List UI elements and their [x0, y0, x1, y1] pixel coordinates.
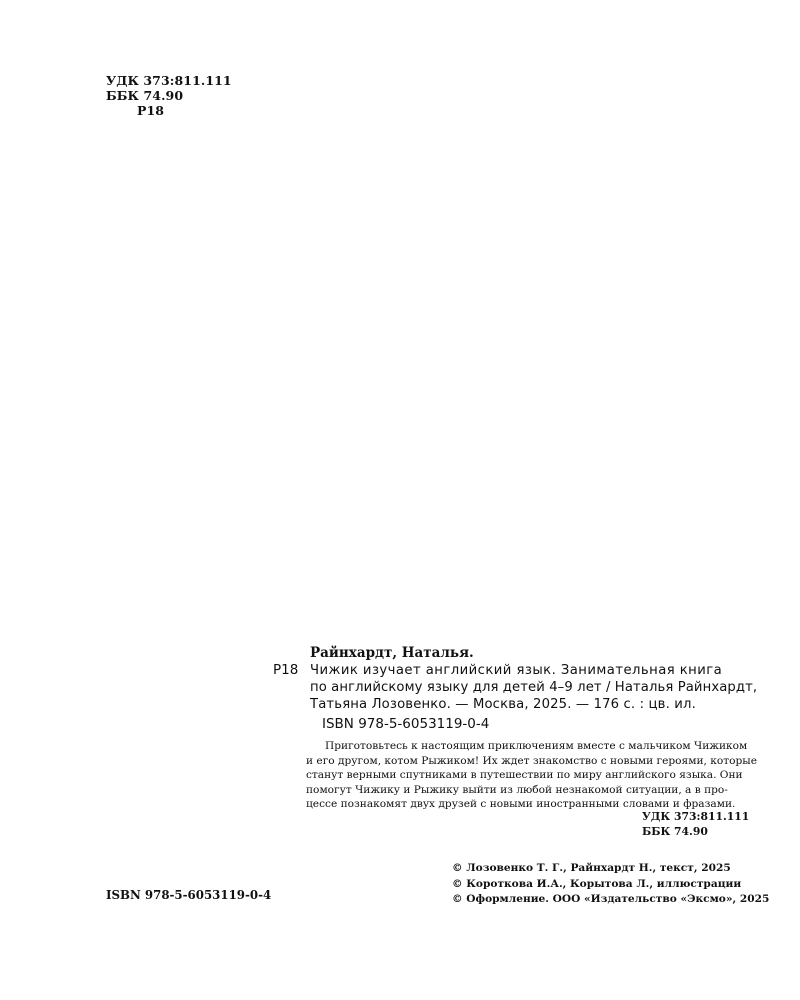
author-sign: Р18	[273, 662, 299, 678]
entry-isbn: ISBN 978-5-6053119-0-4	[322, 716, 490, 732]
copyright-text: © Лозовенко Т. Г., Райнхардт Н., текст, 2025	[452, 862, 731, 874]
copyright-design: © Оформление. ООО «Издательство «Эксмо», 2025	[452, 893, 770, 905]
annotation-paragraph	[306, 739, 757, 812]
annotation-line: помогут Чижику и Рыжику выйти из любой незнакомой ситуации, а в про-	[306, 783, 728, 796]
annotation-line: цессе познакомят двух друзей с новыми иностранными словами и фразами.	[306, 798, 736, 810]
bottom-isbn: ISBN 978-5-6053119-0-4	[106, 888, 272, 902]
author-heading: Райнхардт, Наталья.	[310, 645, 474, 661]
description-line: Чижик изучает английский язык. Занимательная книга	[310, 663, 723, 678]
description-line: Татьяна Лозовенко. — Москва, 2025. — 176 с. : цв. ил.	[310, 697, 696, 712]
bottom-udk-code: УДК 373:811.111	[642, 810, 750, 823]
copyright-illustrations: © Короткова И.А., Корытова Л., иллюстрации	[452, 877, 742, 890]
top-bbk-code: ББК 74.90	[106, 88, 184, 103]
copyright-notices	[452, 861, 769, 908]
annotation-line: станут верными спутниками в путешествии по миру английского языка. Они	[306, 769, 743, 781]
top-author-sign: Р18	[137, 103, 165, 118]
annotation-line: и его другом, котом Рыжиком! Их ждет знакомство с новыми героями, которые	[306, 754, 757, 767]
top-classification-block	[106, 73, 232, 118]
bottom-classification-block	[642, 809, 749, 839]
description-line: по английскому языку для детей 4–9 лет / Наталья Райнхардт,	[310, 680, 758, 695]
annotation-line: Приготовьтесь к настоящим приключениям вместе с мальчиком Чижиком	[325, 740, 748, 752]
bibliographic-description	[310, 662, 758, 713]
bottom-bbk-code: ББК 74.90	[642, 825, 708, 838]
top-udk-code: УДК 373:811.111	[106, 73, 232, 88]
